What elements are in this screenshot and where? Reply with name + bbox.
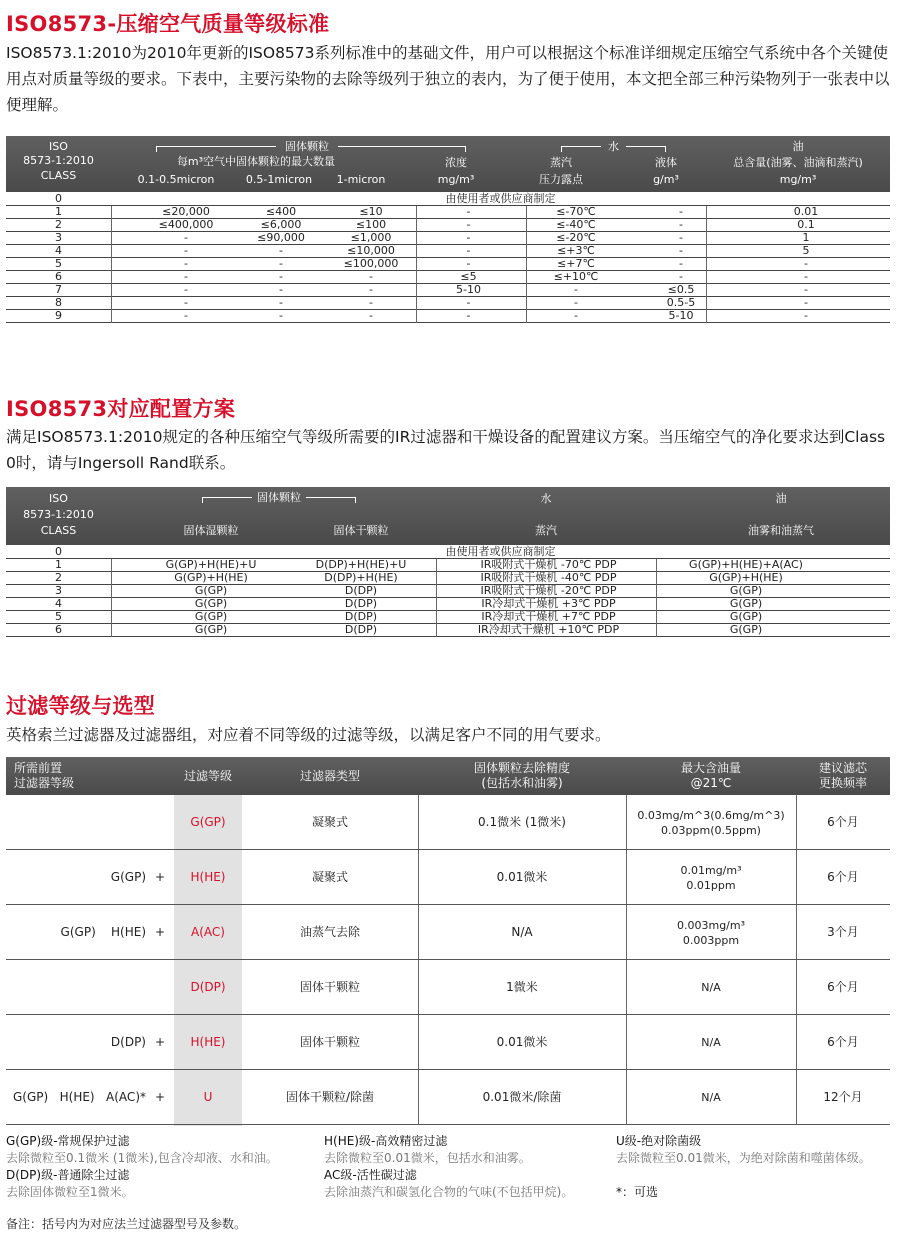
t1-cell: - — [184, 231, 188, 244]
table-row — [6, 624, 890, 637]
t3-grade: G(GP) — [190, 815, 226, 829]
t2-h-water: 水 — [540, 492, 552, 505]
t1-cell: - — [466, 257, 471, 270]
t1-solid-bracket-left — [156, 146, 276, 152]
t2-row0-class: 0 — [55, 545, 62, 558]
t3-oil — [626, 905, 796, 960]
t1-cell: ≤20,000 — [162, 205, 210, 218]
t1-cell: 3 — [55, 231, 62, 244]
t2-h-class: CLASS — [40, 524, 77, 537]
t1-cell: - — [466, 296, 471, 309]
t1-h-size3: 1-micron — [336, 173, 386, 186]
t1-cell: - — [184, 309, 188, 322]
t3-plus: + — [154, 870, 166, 884]
legend-u-title: U级-绝对除菌级 — [616, 1134, 702, 1148]
t1-h-maxnum: 每m³空气中固体颗粒的最大数量 — [176, 155, 336, 168]
t1-cell: - — [184, 283, 188, 296]
legend-gp-title: G(GP)级-常规保护过滤 — [6, 1134, 130, 1148]
table-row — [6, 271, 890, 284]
t1-cell: - — [279, 244, 283, 257]
t2-cell: IR冷却式干燥机 +10℃ PDP — [477, 623, 620, 636]
t3-plus — [146, 795, 174, 850]
t2-cell: 3 — [55, 584, 62, 597]
t2-cell: D(DP) — [344, 597, 378, 610]
t3-oil-mg: N/A — [701, 1036, 721, 1049]
t2-solid-bracket-right — [306, 497, 356, 503]
t2-divider — [656, 559, 657, 637]
t1-cell: - — [804, 257, 808, 270]
legend-col3 — [616, 1133, 898, 1201]
t1-h-conc-unit: mg/m³ — [437, 173, 475, 186]
section-title-filter: 过滤等级与选型 — [6, 694, 156, 718]
table-row — [6, 960, 890, 1015]
t1-cell: 1 — [802, 231, 810, 244]
t2-cell: 4 — [55, 597, 62, 610]
t2-cell: 5 — [55, 610, 62, 623]
t3-plus: + — [154, 1035, 166, 1049]
t1-cell: 8 — [55, 296, 62, 309]
t1-cell: - — [466, 231, 471, 244]
t2-cell: D(DP)+H(HE)+U — [315, 558, 407, 571]
table-row — [6, 219, 890, 232]
t3-plus: + — [154, 925, 166, 939]
t1-cell: 0.1 — [797, 218, 815, 231]
t1-h-iso: ISO — [49, 140, 68, 153]
t3-divider — [796, 905, 797, 959]
t3-type: 油蒸气去除 — [299, 925, 360, 939]
t1-cell: - — [679, 231, 683, 244]
t1-divider — [526, 206, 527, 323]
t2-cell: G(GP) — [194, 584, 228, 597]
table-row — [6, 245, 890, 258]
t2-h-oil: 油 — [775, 492, 787, 505]
t1-cell: ≤-70℃ — [556, 205, 596, 218]
t1-h-liquid: 液体 — [655, 156, 677, 169]
t1-cell: - — [804, 296, 808, 309]
t1-cell: - — [804, 270, 808, 283]
t2-cell: G(GP) — [729, 584, 763, 597]
t3-divider — [626, 905, 627, 959]
table-row — [6, 193, 890, 206]
t1-cell: - — [679, 205, 683, 218]
t1-cell: - — [679, 218, 683, 231]
t1-cell: ≤6,000 — [260, 218, 302, 231]
t1-cell: - — [574, 296, 578, 309]
t3-prefilter: D(DP) — [110, 1035, 146, 1049]
legend-dp-title: D(DP)级-普通除尘过滤 — [6, 1168, 130, 1182]
t3-frequency: 6个月 — [827, 1035, 859, 1049]
section-intro-iso8573: ISO8573.1:2010为2010年更新的ISO8573系列标准中的基础文件，用户可以根据这个标准详细规定压缩空气系统中各个关键使用点对质量等级的要求。下表中，主要污染物的去除等级列于独立的表内，为了便于使用，本文把全部三种污染物列于一张表中以便理解。 — [6, 44, 890, 114]
table-row — [6, 284, 890, 297]
t3-grade: U — [203, 1090, 213, 1104]
t1-h-iso2: 8573-1:2010 — [23, 154, 94, 167]
t2-cell: 6 — [55, 623, 62, 636]
t3-oil — [626, 1070, 796, 1125]
t2-cell: IR冷却式干燥机 +3℃ PDP — [481, 597, 616, 610]
t1-cell: ≤10,000 — [347, 244, 395, 257]
t3-grade: D(DP) — [190, 980, 226, 994]
t3-oil-mg: N/A — [701, 981, 721, 994]
t2-cell: G(GP)+H(HE)+U — [165, 558, 257, 571]
t1-cell: 2 — [55, 218, 62, 231]
t3-oil — [626, 960, 796, 1015]
t2-cell: G(GP)+H(HE) — [174, 571, 248, 584]
t3-divider — [626, 960, 627, 1014]
t3-divider — [418, 1070, 419, 1124]
t3-h-freq2: 更换频率 — [818, 776, 867, 790]
t2-cell: G(GP)+H(HE)+A(AC) — [689, 558, 803, 571]
t2-h-iso2: 8573-1:2010 — [23, 508, 94, 521]
t2-cell: G(GP) — [729, 623, 763, 636]
t1-divider — [111, 206, 112, 323]
t2-h-solid: 固体颗粒 — [257, 491, 301, 504]
t1-h-dewpoint: 压力露点 — [539, 173, 583, 186]
t2-h-oil-mist: 油雾和油蒸气 — [748, 524, 814, 537]
t3-divider — [418, 850, 419, 904]
table-row — [6, 310, 890, 323]
t1-h-liquid-unit: g/m³ — [653, 173, 679, 186]
legend-col2 — [324, 1133, 614, 1201]
t3-precision: 0.1微米 (1微米) — [478, 815, 566, 829]
t1-cell: - — [466, 309, 471, 322]
t1-cell: ≤400,000 — [158, 218, 214, 231]
t1-h-class: CLASS — [40, 169, 77, 182]
t1-cell: - — [184, 270, 188, 283]
t3-h-pre2: 过滤器等级 — [14, 776, 75, 790]
t1-cell: - — [679, 257, 683, 270]
t1-divider — [416, 206, 417, 323]
table2-header — [6, 487, 890, 545]
table-row — [6, 258, 890, 271]
t2-cell: D(DP) — [344, 623, 378, 636]
section-title-config: ISO8573对应配置方案 — [6, 397, 236, 421]
t1-cell: 0.01 — [793, 205, 819, 218]
t1-cell: 9 — [55, 309, 62, 322]
t3-divider — [626, 795, 627, 849]
t1-water-bracket-left — [561, 146, 601, 152]
t3-oil-ppm: 0.003ppm — [682, 933, 740, 947]
t1-row0-text: 由使用者或供应商制定 — [445, 192, 556, 205]
legend-optional: *：可选 — [616, 1185, 659, 1199]
t3-h-prec1: 固体颗粒去除精度 — [473, 761, 570, 775]
t3-oil-mg: 0.01mg/m³ — [680, 863, 742, 877]
legend-ac-desc: 去除油蒸汽和碳氢化合物的气味(不包括甲烷)。 — [324, 1185, 574, 1199]
t1-cell: ≤1,000 — [350, 231, 392, 244]
t3-oil-ppm: 0.01ppm — [686, 878, 736, 892]
section-intro-config: 满足ISO8573.1:2010规定的各种压缩空气等级所需要的IR过滤器和干燥设备的配置建议方案。当压缩空气的净化要求达到Class 0时，请与Ingersoll Rand联系。 — [6, 428, 886, 472]
t2-cell: G(GP) — [729, 610, 763, 623]
table-row — [6, 206, 890, 219]
t1-cell: 5-10 — [456, 283, 481, 296]
t1-cell: ≤5 — [460, 270, 477, 283]
t1-h-solid: 固体颗粒 — [285, 140, 329, 153]
t3-grade: H(HE) — [190, 1035, 226, 1049]
t2-h-vapor: 蒸汽 — [535, 524, 557, 537]
t3-h-oil1: 最大含油量 — [680, 761, 741, 775]
t2-cell: G(GP) — [729, 597, 763, 610]
t2-solid-bracket-left — [202, 497, 252, 503]
t1-cell: ≤+10℃ — [553, 270, 599, 283]
t3-divider — [626, 1015, 627, 1069]
t3-oil-mg: 0.03mg/m^3(0.6mg/m^3) — [637, 808, 785, 822]
t2-cell: IR吸附式干燥机 -20℃ PDP — [480, 584, 617, 597]
t1-cell: - — [184, 257, 188, 270]
t3-precision: 0.01微米/除菌 — [482, 1090, 562, 1104]
t1-cell: - — [679, 270, 683, 283]
t3-oil — [626, 795, 796, 850]
t3-oil — [626, 1015, 796, 1070]
t2-row0-text: 由使用者或供应商制定 — [445, 545, 556, 558]
t1-h-vapor: 蒸汽 — [550, 156, 572, 169]
t1-cell: - — [369, 296, 373, 309]
t1-h-size2: 0.5-1micron — [245, 173, 313, 186]
t3-type: 固体干颗粒 — [299, 980, 360, 994]
t2-cell: G(GP) — [194, 610, 228, 623]
t1-cell: - — [466, 244, 471, 257]
t2-cell: IR吸附式干燥机 -70℃ PDP — [480, 558, 617, 571]
legend-ac-title: AC级-活性碳过滤 — [324, 1168, 417, 1182]
t1-cell: - — [279, 283, 283, 296]
t2-cell: G(GP) — [194, 597, 228, 610]
t3-precision: N/A — [511, 925, 533, 939]
t3-divider — [796, 795, 797, 849]
t3-frequency: 6个月 — [827, 870, 859, 884]
t3-type: 凝聚式 — [311, 815, 348, 829]
t1-cell: 4 — [55, 244, 62, 257]
table-row — [6, 905, 890, 960]
t1-cell: - — [369, 283, 373, 296]
t3-plus: + — [154, 1090, 166, 1104]
t3-prefilter — [6, 795, 146, 850]
table-row — [6, 850, 890, 905]
t1-cell: 1 — [55, 205, 62, 218]
table-row — [6, 1015, 890, 1070]
t2-divider — [436, 559, 437, 637]
table2-body — [6, 546, 890, 637]
t3-h-grade: 过滤等级 — [183, 769, 232, 783]
t3-frequency: 6个月 — [827, 980, 859, 994]
section-title-iso8573: ISO8573-压缩空气质量等级标准 — [6, 12, 330, 36]
t3-h-type: 过滤器类型 — [299, 769, 360, 783]
t1-cell: ≤+7℃ — [557, 257, 595, 270]
table-row — [6, 795, 890, 850]
t3-prefilter — [6, 960, 146, 1015]
footnote: 备注：括号内为对应法兰过滤器型号及参数。 — [6, 1217, 247, 1231]
t1-cell: ≤+3℃ — [557, 244, 595, 257]
t1-cell: ≤-20℃ — [556, 231, 596, 244]
t3-divider — [796, 1015, 797, 1069]
t1-divider — [706, 206, 707, 323]
t3-frequency: 12个月 — [823, 1090, 863, 1104]
t1-cell: 6 — [55, 270, 62, 283]
t3-h-pre1: 所需前置 — [14, 761, 63, 775]
t1-cell: - — [466, 205, 471, 218]
t1-cell: - — [804, 309, 808, 322]
t1-cell: - — [279, 296, 283, 309]
t2-cell: 2 — [55, 571, 62, 584]
t1-row0-class: 0 — [55, 192, 62, 205]
t1-cell: - — [369, 309, 373, 322]
legend-he-desc: 去除微粒至0.01微米，包括水和油雾。 — [324, 1151, 531, 1165]
t3-divider — [418, 795, 419, 849]
t2-cell: G(GP) — [194, 623, 228, 636]
t1-water-bracket-right — [626, 146, 666, 152]
legend-u-desc: 去除微粒至0.01微米，为绝对除菌和噬菌体级。 — [616, 1151, 871, 1165]
t3-divider — [418, 905, 419, 959]
t1-cell: - — [279, 270, 283, 283]
t3-h-freq1: 建议滤芯 — [818, 761, 867, 775]
t3-frequency: 6个月 — [827, 815, 859, 829]
t1-h-oil-total: 总含量(油雾、油滴和蒸汽) — [733, 156, 863, 169]
t1-cell: - — [279, 309, 283, 322]
t1-cell: - — [574, 283, 578, 296]
t2-cell: D(DP)+H(HE) — [324, 571, 398, 584]
legend-col1 — [6, 1133, 326, 1201]
t1-cell: ≤400 — [265, 205, 297, 218]
t3-oil — [626, 850, 796, 905]
t1-h-water: 水 — [608, 140, 619, 153]
legend-gp-desc: 去除微粒至0.1微米 (1微米),包含冷却液、水和油。 — [6, 1151, 278, 1165]
t3-type: 凝聚式 — [311, 870, 348, 884]
t1-h-conc: 浓度 — [445, 156, 467, 169]
t1-cell: - — [679, 244, 683, 257]
t1-cell: - — [184, 244, 188, 257]
t3-oil-ppm: 0.03ppm(0.5ppm) — [661, 823, 761, 837]
t3-grade: H(HE) — [190, 870, 226, 884]
t1-cell: - — [184, 296, 188, 309]
table3-header — [6, 757, 890, 795]
t3-prefilter: G(GP) — [110, 870, 146, 884]
t1-cell: - — [279, 257, 283, 270]
t1-h-oil-unit: mg/m³ — [779, 173, 817, 186]
t3-divider — [796, 1070, 797, 1124]
t1-cell: - — [369, 270, 373, 283]
t2-h-iso: ISO — [49, 492, 68, 505]
t3-type: 固体干颗粒/除菌 — [285, 1090, 375, 1104]
t1-cell: 5-10 — [668, 309, 694, 322]
section-intro-filter: 英格索兰过滤器及过滤器组，对应着不同等级的过滤等级，以满足客户不同的用气要求。 — [6, 726, 611, 744]
t3-plus — [146, 960, 174, 1015]
t3-precision: 0.01微米 — [496, 870, 548, 884]
t1-cell: 7 — [55, 283, 62, 296]
t3-prefilter: G(GP) H(HE) — [60, 925, 146, 939]
t3-h-prec2: (包括水和油雾) — [481, 776, 563, 790]
t1-solid-bracket-right — [338, 146, 466, 152]
table-row — [6, 1070, 890, 1125]
t1-h-oil: 油 — [792, 140, 804, 153]
t2-cell: D(DP) — [344, 610, 378, 623]
t1-cell: ≤10 — [359, 205, 383, 218]
t3-precision: 0.01微米 — [496, 1035, 548, 1049]
t3-divider — [796, 850, 797, 904]
t2-h-wet: 固体湿颗粒 — [183, 524, 239, 537]
t3-divider — [418, 1015, 419, 1069]
t1-cell: ≤0.5 — [667, 283, 695, 296]
t3-type: 固体干颗粒 — [299, 1035, 360, 1049]
t3-oil-mg: N/A — [701, 1091, 721, 1104]
t2-cell: D(DP) — [344, 584, 378, 597]
t1-cell: ≤100 — [355, 218, 387, 231]
t1-cell: - — [466, 218, 471, 231]
t1-cell: 0.5-5 — [666, 296, 696, 309]
table1-header — [6, 136, 890, 192]
t3-grade: A(AC) — [191, 925, 225, 939]
t1-cell: ≤-40℃ — [556, 218, 596, 231]
t1-cell: - — [574, 309, 578, 322]
t2-h-dry: 固体干颗粒 — [333, 524, 389, 537]
table-row — [6, 232, 890, 245]
t2-divider — [111, 559, 112, 637]
legend-he-title: H(HE)级-高效精密过滤 — [324, 1134, 448, 1148]
t3-h-oil2: @21℃ — [690, 776, 732, 790]
t2-cell: IR吸附式干燥机 -40℃ PDP — [480, 571, 617, 584]
t1-cell: - — [804, 283, 808, 296]
table3-body — [6, 795, 890, 1125]
t3-divider — [418, 960, 419, 1014]
t3-divider — [626, 850, 627, 904]
t2-cell: 1 — [55, 558, 62, 571]
legend-dp-desc: 去除固体微粒至1微米。 — [6, 1185, 134, 1199]
t2-cell: G(GP)+H(HE) — [709, 571, 783, 584]
table-row — [6, 297, 890, 310]
t1-cell: 5 — [55, 257, 62, 270]
t1-h-size1: 0.1-0.5micron — [137, 173, 215, 186]
t2-cell: IR冷却式干燥机 +7℃ PDP — [481, 610, 616, 623]
t1-cell: ≤100,000 — [343, 257, 399, 270]
table1-body — [6, 193, 890, 323]
t3-prefilter: G(GP) H(HE) A(AC)* — [12, 1090, 146, 1104]
t3-frequency: 3个月 — [827, 925, 859, 939]
t3-divider — [626, 1070, 627, 1124]
t1-cell: ≤90,000 — [257, 231, 305, 244]
t3-oil-mg: 0.003mg/m³ — [676, 918, 746, 932]
t1-cell: 5 — [802, 244, 810, 257]
t3-precision: 1微米 — [506, 980, 538, 994]
t3-divider — [796, 960, 797, 1014]
